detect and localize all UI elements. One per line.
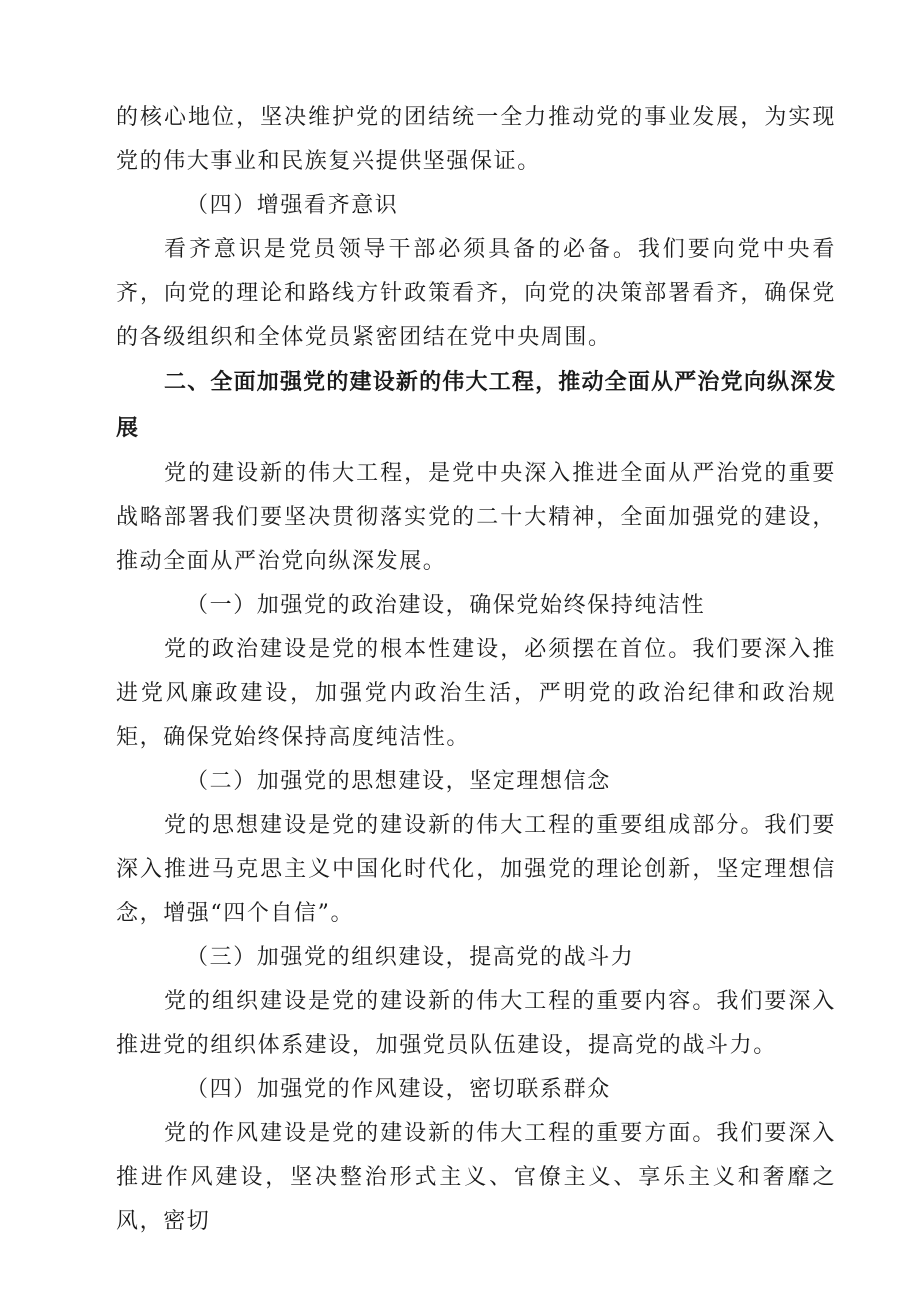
paragraph-organizational-building: 党的组织建设是党的建设新的伟大工程的重要内容。我们要深入推进党的组织体系建设，加强党员队伍建设，提高党的战斗力。 xyxy=(116,989,836,1058)
sub-heading-alignment-awareness: （四）增强看齐意识 xyxy=(186,193,399,218)
paragraph-political-building: 党的政治建设是党的根本性建设，必须摆在首位。我们要深入推进党风廉政建设，加强党内政治生活，严明党的政治纪律和政治规矩，确保党始终保持高度纯洁性。 xyxy=(116,637,836,750)
paragraph-party-building-intro: 党的建设新的伟大工程，是党中央深入推进全面从严治党的重要战略部署我们要坚决贯彻落实党的二十大精神，全面加强党的建设，推动全面从严治党向纵深发展。 xyxy=(116,461,836,574)
paragraph-continuation: 的核心地位，坚决维护党的团结统一全力推动党的事业发展，为实现党的伟大事业和民族复兴提供坚强保证。 xyxy=(116,105,836,174)
paragraph-style-building: 党的作风建设是党的建设新的伟大工程的重要方面。我们要深入推进作风建设，坚决整治形式主义、官僚主义、享乐主义和奢靡之风，密切 xyxy=(116,1121,836,1234)
paragraph-ideological-building: 党的思想建设是党的建设新的伟大工程的重要组成部分。我们要深入推进马克思主义中国化时代化，加强党的理论创新，坚定理想信念，增强“四个自信”。 xyxy=(116,813,836,926)
section-heading-party-building: 二、全面加强党的建设新的伟大工程，推动全面从严治党向纵深发展 xyxy=(116,370,836,441)
sub-heading-style-building: （四）加强党的作风建设，密切联系群众 xyxy=(186,1077,611,1102)
paragraph-alignment-awareness: 看齐意识是党员领导干部必须具备的必备。我们要向党中央看齐，向党的理论和路线方针政策看齐，向党的决策部署看齐，确保党的各级组织和全体党员紧密团结在党中央周围。 xyxy=(116,237,836,350)
sub-heading-organizational-building: （三）加强党的组织建设，提高党的战斗力 xyxy=(186,945,635,970)
sub-heading-ideological-building: （二）加强党的思想建设，坚定理想信念 xyxy=(186,769,611,794)
document-body xyxy=(116,96,836,1244)
sub-heading-political-building: （一）加强党的政治建设，确保党始终保持纯洁性 xyxy=(186,593,706,618)
